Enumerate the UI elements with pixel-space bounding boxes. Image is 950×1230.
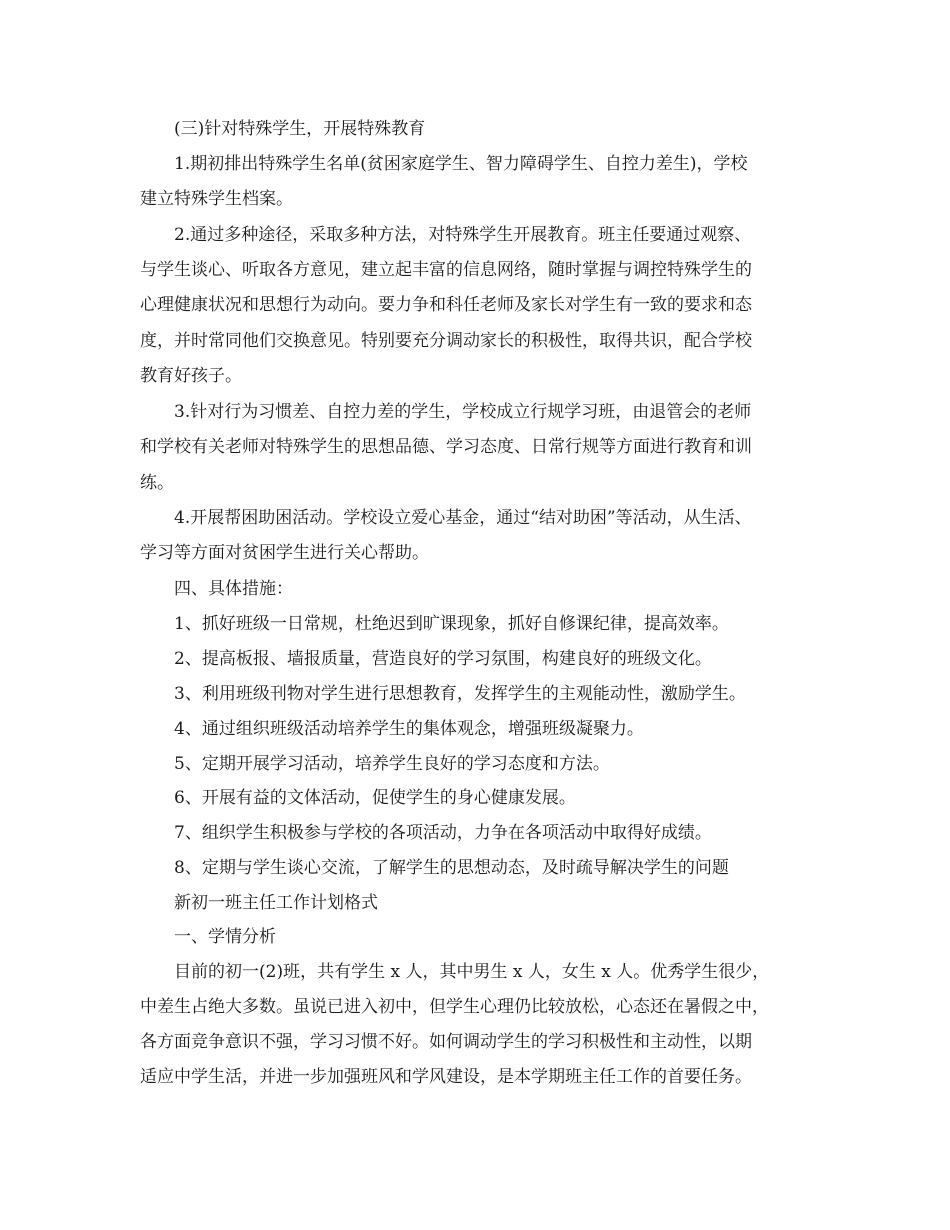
paragraph-line: 2.通过多种途径，采取多种方法，对特殊学生开展教育。班主任要通过观察、: [174, 225, 752, 245]
document-title: 新初一班主任工作计划格式: [174, 893, 378, 913]
list-item: 2、提高板报、墙报质量，营造良好的学习氛围，构建良好的班级文化。: [174, 649, 712, 669]
paragraph-line: 教育好孩子。: [140, 366, 242, 386]
paragraph-line: 度，并时常同他们交换意见。特别要充分调动家长的积极性，取得共识，配合学校: [140, 331, 752, 351]
paragraph-line: 学习等方面对贫困学生进行关心帮助。: [140, 543, 429, 563]
paragraph-line: 心理健康状况和思想行为动向。要力争和科任老师及家长对学生有一致的要求和态: [140, 295, 752, 315]
list-item: 5、定期开展学习活动，培养学生良好的学习态度和方法。: [174, 754, 610, 774]
list-item: 6、开展有益的文体活动，促使学生的身心健康发展。: [174, 788, 576, 808]
list-item: 4、通过组织班级活动培养学生的集体观念，增强班级凝聚力。: [174, 719, 644, 739]
paragraph-line: 中差生占绝大多数。虽说已进入初中，但学生心理仍比较放松，心态还在暑假之中，: [140, 997, 769, 1017]
paragraph-line: 建立特殊学生档案。: [140, 189, 293, 209]
paragraph-line: 与学生谈心、听取各方意见，建立起丰富的信息网络，随时掌握与调控特殊学生的: [140, 260, 752, 280]
list-item: 7、组织学生积极参与学校的各项活动，力争在各项活动中取得好成绩。: [174, 823, 712, 843]
paragraph-line: 1.期初排出特殊学生名单(贫困家庭学生、智力障碍学生、自控力差生)，学校: [174, 154, 748, 174]
list-item: 3、利用班级刊物对学生进行思想教育，发挥学生的主观能动性，激励学生。: [174, 684, 746, 704]
paragraph-line: 练。: [140, 473, 174, 493]
paragraph-line: 4.开展帮困助困活动。学校设立爱心基金，通过“结对助困”等活动，从生活、: [174, 508, 752, 528]
section-heading: 四、具体措施：: [174, 579, 293, 599]
paragraph-line: 3.针对行为习惯差、自控力差的学生，学校成立行规学习班，由退管会的老师: [174, 402, 752, 422]
paragraph-line: 目前的初一(2)班，共有学生 x 人，其中男生 x 人，女生 x 人。优秀学生很少，: [174, 962, 770, 982]
list-item: 8、定期与学生谈心交流，了解学生的思想动态，及时疏导解决学生的问题: [174, 858, 729, 878]
section-heading: (三)针对特殊学生，开展特殊教育: [174, 119, 426, 139]
paragraph-line: 和学校有关老师对特殊学生的思想品德、学习态度、日常行规等方面进行教育和训: [140, 437, 752, 457]
list-item: 1、抓好班级一日常规，杜绝迟到旷课现象，抓好自修课纪律，提高效率。: [174, 614, 729, 634]
paragraph-line: 适应中学生活，并进一步加强班风和学风建设，是本学期班主任工作的首要任务。: [140, 1067, 752, 1087]
paragraph-line: 各方面竞争意识不强，学习习惯不好。如何调动学生的学习积极性和主动性，以期: [140, 1032, 752, 1052]
section-heading: 一、学情分析: [174, 927, 276, 947]
